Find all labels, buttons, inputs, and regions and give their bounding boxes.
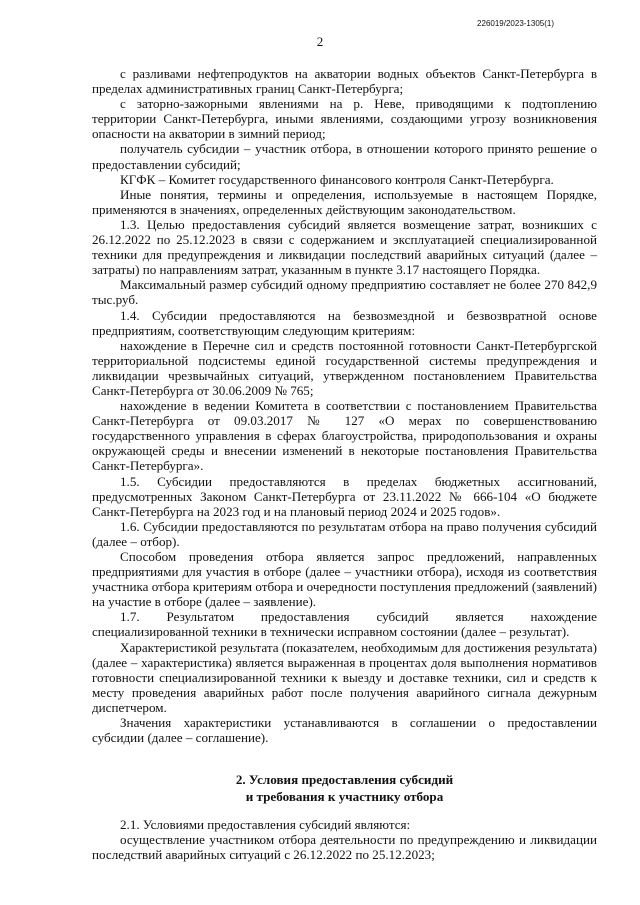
paragraph: получатель субсидии – участник отбора, в отношении которого принято решение о предоставлении субсидий; bbox=[92, 141, 597, 172]
document-id: 226019/2023-1305(1) bbox=[477, 19, 554, 28]
paragraph: Максимальный размер субсидий одному предприятию составляет не более 270 842,9 тыс.руб. bbox=[92, 277, 597, 308]
paragraph-1-6: 1.6. Субсидии предоставляются по результатам отбора на право получения субсидий (далее – отбор). bbox=[92, 518, 597, 549]
paragraph: нахождение в Перечне сил и средств постоянной готовности Санкт-Петербургской территориальной подсистемы единой государственной системы предупреждения и ликвидации чрезвычайных ситуаций, утвержденном постановлением Правительства Санкт-Петербурга от 30.06.2009 № 765; bbox=[92, 337, 597, 398]
paragraph: с заторно-зажорными явлениями на р. Неве, приводящими к подтоплению территории Санкт-Петербурга, иными явлениями, создающими угрозу возникновения опасности на акватории в зимний период; bbox=[92, 96, 597, 142]
paragraph-1-7: 1.7. Результатом предоставления субсидий является нахождение специализированной техники в технически исправном состоянии (далее – результат). bbox=[92, 609, 597, 640]
document-body bbox=[92, 66, 597, 863]
paragraph-2-1: 2.1. Условиями предоставления субсидий являются: bbox=[120, 817, 411, 833]
paragraph-1-4: 1.4. Субсидии предоставляются на безвозмездной и безвозвратной основе предприятиям, соответствующим следующим критериям: bbox=[92, 307, 597, 338]
section-title-line-1: 2. Условия предоставления субсидий bbox=[235, 772, 454, 788]
paragraph: Значения характеристики устанавливаются в соглашении о предоставлении субсидии (далее – соглашение). bbox=[92, 715, 597, 746]
paragraph: Характеристикой результата (показателем, необходимым для достижения результата) (далее – характеристика) является выраженная в процентах доля выполнения нормативов готовности специализированной техники к выезду и доставке техники, сил и средств к месту проведения аварийных работ после получения аварийного сигнала дежурным диспетчером. bbox=[92, 639, 597, 715]
section-heading bbox=[92, 771, 597, 805]
paragraph: с разливами нефтепродуктов на акватории водных объектов Санкт-Петербурга в пределах административных границ Санкт-Петербурга; bbox=[92, 66, 597, 97]
paragraph: нахождение в ведении Комитета в соответствии с постановлением Правительства Санкт-Петербурга от 09.03.2017 № 127 «О мерах по совершенствованию государственного управления в сферах благоустройства, природопользования и охраны окружающей среды и внесении изменений в некоторые постановления Правительства Санкт-Петербурга». bbox=[92, 398, 597, 474]
paragraph-1-5: 1.5. Субсидии предоставляются в пределах бюджетных ассигнований, предусмотренных Законом Санкт-Петербурга от 23.11.2022 № 666-104 «О бюджете Санкт-Петербурга на 2023 год и на плановый период 2024 и 2025 годов». bbox=[92, 473, 597, 519]
paragraph: осуществление участником отбора деятельности по предупреждению и ликвидации последствий аварийных ситуаций с 26.12.2022 по 25.12.2023; bbox=[92, 832, 597, 863]
paragraph: КГФК – Комитет государственного финансового контроля Санкт-Петербурга. bbox=[120, 171, 554, 187]
paragraph-1-3: 1.3. Целью предоставления субсидий является возмещение затрат, возникших с 26.12.2022 по 25.12.2023 в связи с содержанием и эксплуатацией специализированной техники для предупреждения и ликвидации последствий аварийных ситуаций (далее – затраты) по направлениям затрат, указанным в пункте 3.17 настоящего Порядка. bbox=[92, 216, 597, 278]
page-number: 2 bbox=[316, 34, 324, 49]
paragraph: Иные понятия, термины и определения, используемые в настоящем Порядке, применяются в значениях, определенных действующим законодательством. bbox=[92, 186, 597, 217]
section-title-line-2: и требования к участнику отбора bbox=[245, 789, 444, 805]
paragraph: Способом проведения отбора является запрос предложений, направленных предприятиями для участия в отборе (далее – участники отбора), исходя из соответствия участника отбора критериям отбора и очередности поступления предложений (заявлений) на участие в отборе (далее – заявление). bbox=[92, 549, 597, 610]
